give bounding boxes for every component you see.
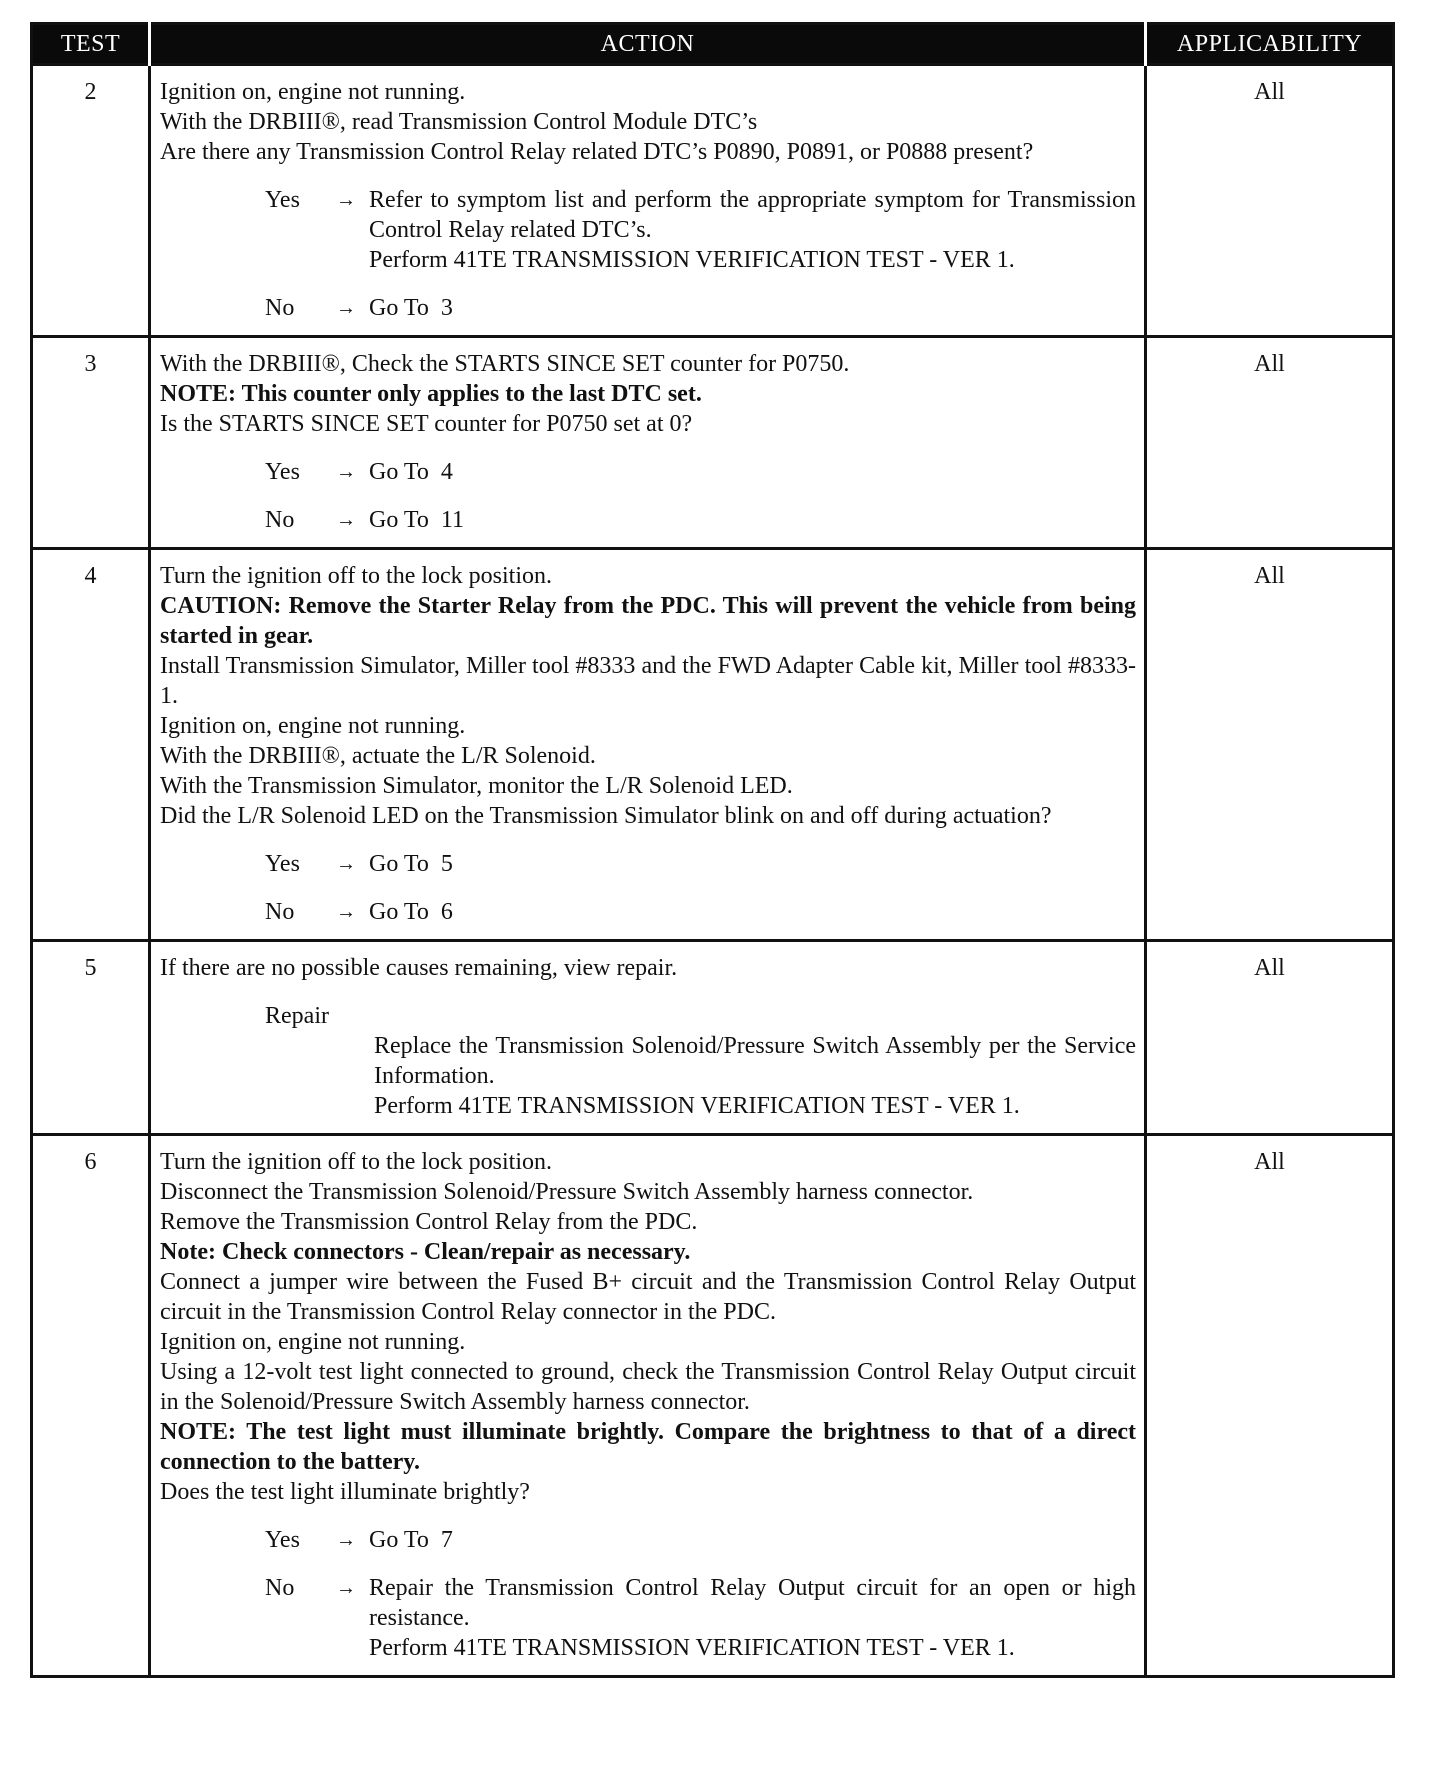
right-arrow-icon: → [336, 853, 356, 875]
applicability-value: All [1146, 941, 1394, 1135]
table-row [32, 337, 1394, 549]
action-line: With the DRBIII®, Check the STARTS SINCE SET counter for P0750. [160, 351, 850, 377]
no-instruction-line: Repair the Transmission Control Relay Output circuit for an open or high resistance. [369, 1575, 1136, 1631]
no-response [265, 1573, 1136, 1663]
yes-response [265, 1525, 1136, 1555]
right-arrow-icon: → [336, 1529, 356, 1551]
question-text: Is the STARTS SINCE SET counter for P0750 set at 0? [160, 411, 693, 437]
action-cell [150, 65, 1146, 337]
action-line: With the Transmission Simulator, monitor the L/R Solenoid LED. [160, 773, 793, 799]
yes-response [265, 849, 1136, 879]
applicability-column-header: APPLICABILITY [1146, 24, 1394, 65]
test-number: 5 [32, 941, 150, 1135]
right-arrow-icon: → [336, 189, 356, 211]
note-text: NOTE: The test light must illuminate brightly. Compare the brightness to that of a direct connection to the battery. [160, 1419, 1136, 1475]
table-row [32, 941, 1394, 1135]
action-line: Install Transmission Simulator, Miller tool #8333 and the FWD Adapter Cable kit, Miller tool #8333-1. [160, 653, 1136, 709]
test-number: 6 [32, 1135, 150, 1677]
applicability-value: All [1146, 1135, 1394, 1677]
action-line: Ignition on, engine not running. [160, 713, 466, 739]
test-number: 3 [32, 337, 150, 549]
no-goto: Go To 11 [369, 507, 464, 533]
no-instruction-line: Perform 41TE TRANSMISSION VERIFICATION TEST - VER 1. [369, 1635, 1015, 1661]
question-text: Did the L/R Solenoid LED on the Transmission Simulator blink on and off during actuation? [160, 803, 1052, 829]
table-row [32, 65, 1394, 337]
test-number: 2 [32, 65, 150, 337]
right-arrow-icon: → [336, 1577, 356, 1599]
action-line: Ignition on, engine not running. [160, 79, 466, 105]
action-cell [150, 337, 1146, 549]
action-line: Ignition on, engine not running. [160, 1329, 466, 1355]
action-line: With the DRBIII®, read Transmission Control Module DTC’s [160, 109, 758, 135]
no-response [265, 897, 1136, 927]
no-goto: Go To 6 [369, 899, 453, 925]
right-arrow-icon: → [336, 901, 356, 923]
right-arrow-icon: → [336, 461, 356, 483]
action-cell [150, 941, 1146, 1135]
repair-instruction-line: Perform 41TE TRANSMISSION VERIFICATION TEST - VER 1. [374, 1093, 1020, 1119]
note-text: NOTE: This counter only applies to the last DTC set. [160, 381, 702, 407]
applicability-value: All [1146, 65, 1394, 337]
no-instructions [369, 1573, 1136, 1663]
right-arrow-icon: → [336, 297, 356, 319]
table-row [32, 549, 1394, 941]
no-label: No [265, 507, 295, 533]
yes-response [265, 185, 1136, 275]
right-arrow-icon: → [336, 509, 356, 531]
action-cell [150, 1135, 1146, 1677]
no-label: No [265, 899, 295, 925]
question-text: Does the test light illuminate brightly? [160, 1479, 530, 1505]
yes-label: Yes [265, 187, 300, 213]
test-column-header: TEST [32, 24, 150, 65]
action-line: If there are no possible causes remaining, view repair. [160, 955, 678, 981]
yes-label: Yes [265, 851, 300, 877]
yes-instruction-line: Perform 41TE TRANSMISSION VERIFICATION TEST - VER 1. [369, 247, 1015, 273]
action-line: Disconnect the Transmission Solenoid/Pressure Switch Assembly harness connector. [160, 1179, 974, 1205]
no-goto: Go To 3 [369, 295, 453, 321]
action-line: Connect a jumper wire between the Fused B+ circuit and the Transmission Control Relay Output circuit in the Transmission Control Relay connector in the PDC. [160, 1269, 1136, 1325]
yes-goto: Go To 4 [369, 459, 453, 485]
no-label: No [265, 1575, 295, 1601]
action-line: With the DRBIII®, actuate the L/R Solenoid. [160, 743, 596, 769]
table-row [32, 1135, 1394, 1677]
yes-label: Yes [265, 459, 300, 485]
repair-instruction-line: Replace the Transmission Solenoid/Pressure Switch Assembly per the Service Information. [374, 1033, 1136, 1089]
diagnostic-test-table [30, 22, 1395, 1678]
no-response [265, 293, 1136, 323]
yes-goto: Go To 5 [369, 851, 453, 877]
repair-label: Repair [265, 1003, 329, 1029]
action-cell [150, 549, 1146, 941]
yes-instructions [369, 185, 1136, 275]
note-text: Note: Check connectors - Clean/repair as necessary. [160, 1239, 691, 1265]
yes-goto: Go To 7 [369, 1527, 453, 1553]
no-label: No [265, 295, 295, 321]
applicability-value: All [1146, 337, 1394, 549]
yes-label: Yes [265, 1527, 300, 1553]
action-line: Remove the Transmission Control Relay from the PDC. [160, 1209, 698, 1235]
action-line: Turn the ignition off to the lock position. [160, 563, 553, 589]
test-number: 4 [32, 549, 150, 941]
action-line: Turn the ignition off to the lock position. [160, 1149, 553, 1175]
yes-instruction-line: Refer to symptom list and perform the appropriate symptom for Transmission Control Relay related DTC’s. [369, 187, 1136, 243]
action-line: Are there any Transmission Control Relay related DTC’s P0890, P0891, or P0888 present? [160, 139, 1034, 165]
action-column-header: ACTION [150, 24, 1146, 65]
yes-response [265, 457, 1136, 487]
caution-text: CAUTION: Remove the Starter Relay from the PDC. This will prevent the vehicle from being started in gear. [160, 593, 1136, 649]
action-line: Using a 12-volt test light connected to ground, check the Transmission Control Relay Output circuit in the Solenoid/Pressure Switch Assembly harness connector. [160, 1359, 1136, 1415]
applicability-value: All [1146, 549, 1394, 941]
no-response [265, 505, 1136, 535]
table-header-row [32, 24, 1394, 65]
